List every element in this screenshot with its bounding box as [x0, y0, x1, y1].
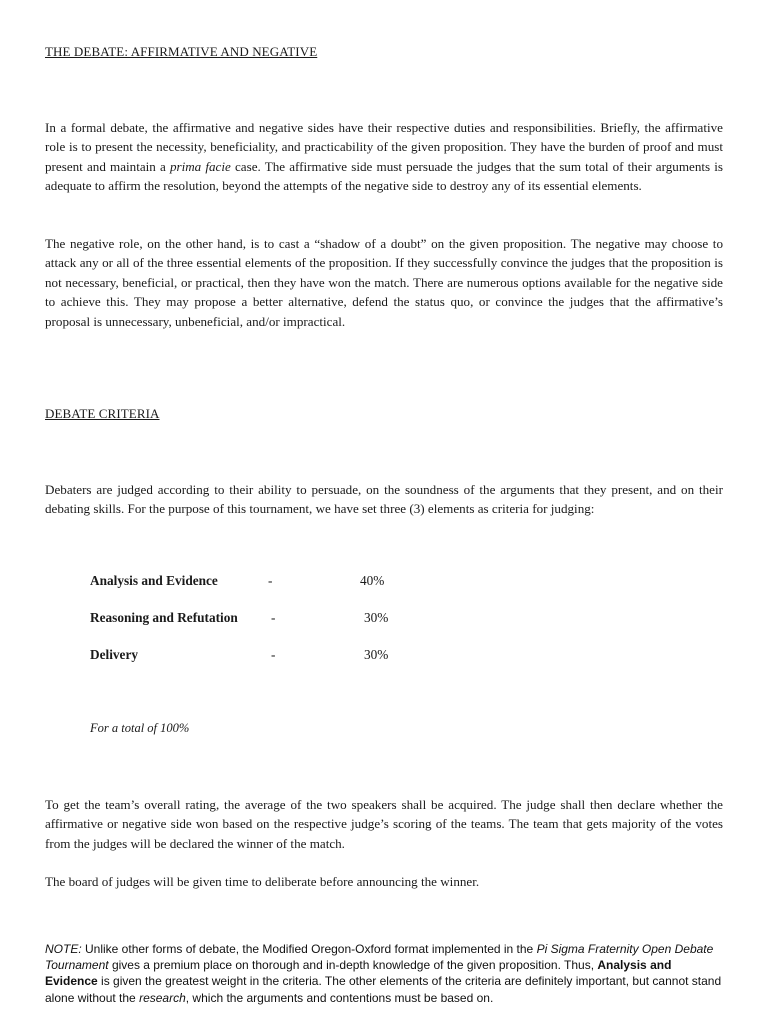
criteria-name: Delivery — [90, 647, 138, 662]
paragraph-negative: The negative role, on the other hand, is to cast a “shadow of a doubt” on the given proposition. The negative may choose to attack any or all of the three essential elements of the proposition. If they successfully convince the judges that the proposition is not necessary, beneficial, or practical, then they have won the match. There are numerous options available for the negative side to achieve this. They may propose a better alternative, defend the status quo, or convince the judges that the affirmative’s proposal is unnecessary, unbeneficial, and/or impractical. — [45, 236, 723, 329]
criteria-dash: - — [271, 647, 276, 662]
criteria-row — [90, 610, 490, 630]
note-research-term: research — [139, 990, 186, 1005]
paragraph-overall-rating: To get the team’s overall rating, the average of the two speakers shall be acquired. The judge shall then declare whether the affirmative or negative side won based on the respective judge’s scoring of the teams. The team that gets majority of the votes from the judges will be declared the winner of the match. — [45, 797, 723, 851]
criteria-percent: 30% — [364, 647, 389, 662]
note-text: is given the greatest weight in the criteria. The other elements of the criteria are definitely important, but cannot stand alone without the — [45, 974, 722, 1005]
paragraph-criteria-intro: Debaters are judged according to their ability to persuade, on the soundness of the arguments that they present, and on their debating skills. For the purpose of this tournament, we have set three (3) elements as criteria for judging: — [45, 482, 723, 517]
criteria-percent: 30% — [364, 610, 389, 625]
note-tournament-name: Pi Sigma Fraternity Open Debate Tournament — [45, 942, 714, 973]
note-text: Unlike other forms of debate, the Modified Oregon-Oxford format implemented in the — [81, 942, 537, 956]
criteria-dash: - — [268, 573, 273, 588]
criteria-dash: - — [271, 610, 276, 625]
criteria-row — [90, 647, 490, 667]
paragraph-board: The board of judges will be given time to deliberate before announcing the winner. — [45, 874, 480, 889]
note-emphasis: Analysis and Evidence — [45, 958, 672, 989]
note-label: NOTE: — [45, 942, 82, 956]
paragraph-affirmative — [45, 118, 723, 196]
section-heading-criteria: DEBATE CRITERIA — [45, 406, 160, 421]
note-text: gives a premium place on thorough and in-depth knowledge of the given proposition. Thus, — [108, 958, 598, 973]
criteria-row — [90, 573, 490, 593]
note-paragraph — [45, 941, 723, 1006]
prima-facie-term: prima facie — [169, 158, 231, 174]
criteria-name: Reasoning and Refutation — [90, 610, 238, 625]
paragraph-affirmative-text-b: case. The affirmative side must persuade the judges that the sum total of their arguments is adequate to affirm the resolution, beyond the attempts of the negative side to destroy any of its essential elements. — [45, 158, 723, 194]
paragraph-affirmative-text-a: In a formal debate, the affirmative and negative sides have their respective duties and responsibilities. Briefly, the affirmative role is to present the necessity, beneficiality, and practicability of the given proposition. They have the burden of proof and must present and maintain a — [45, 120, 723, 174]
section-heading-debate: THE DEBATE: AFFIRMATIVE AND NEGATIVE — [45, 44, 318, 59]
note-text: , which the arguments and contentions must be based on. — [185, 990, 494, 1005]
criteria-percent: 40% — [360, 573, 385, 588]
criteria-name: Analysis and Evidence — [90, 573, 218, 588]
criteria-total: For a total of 100% — [90, 721, 190, 735]
